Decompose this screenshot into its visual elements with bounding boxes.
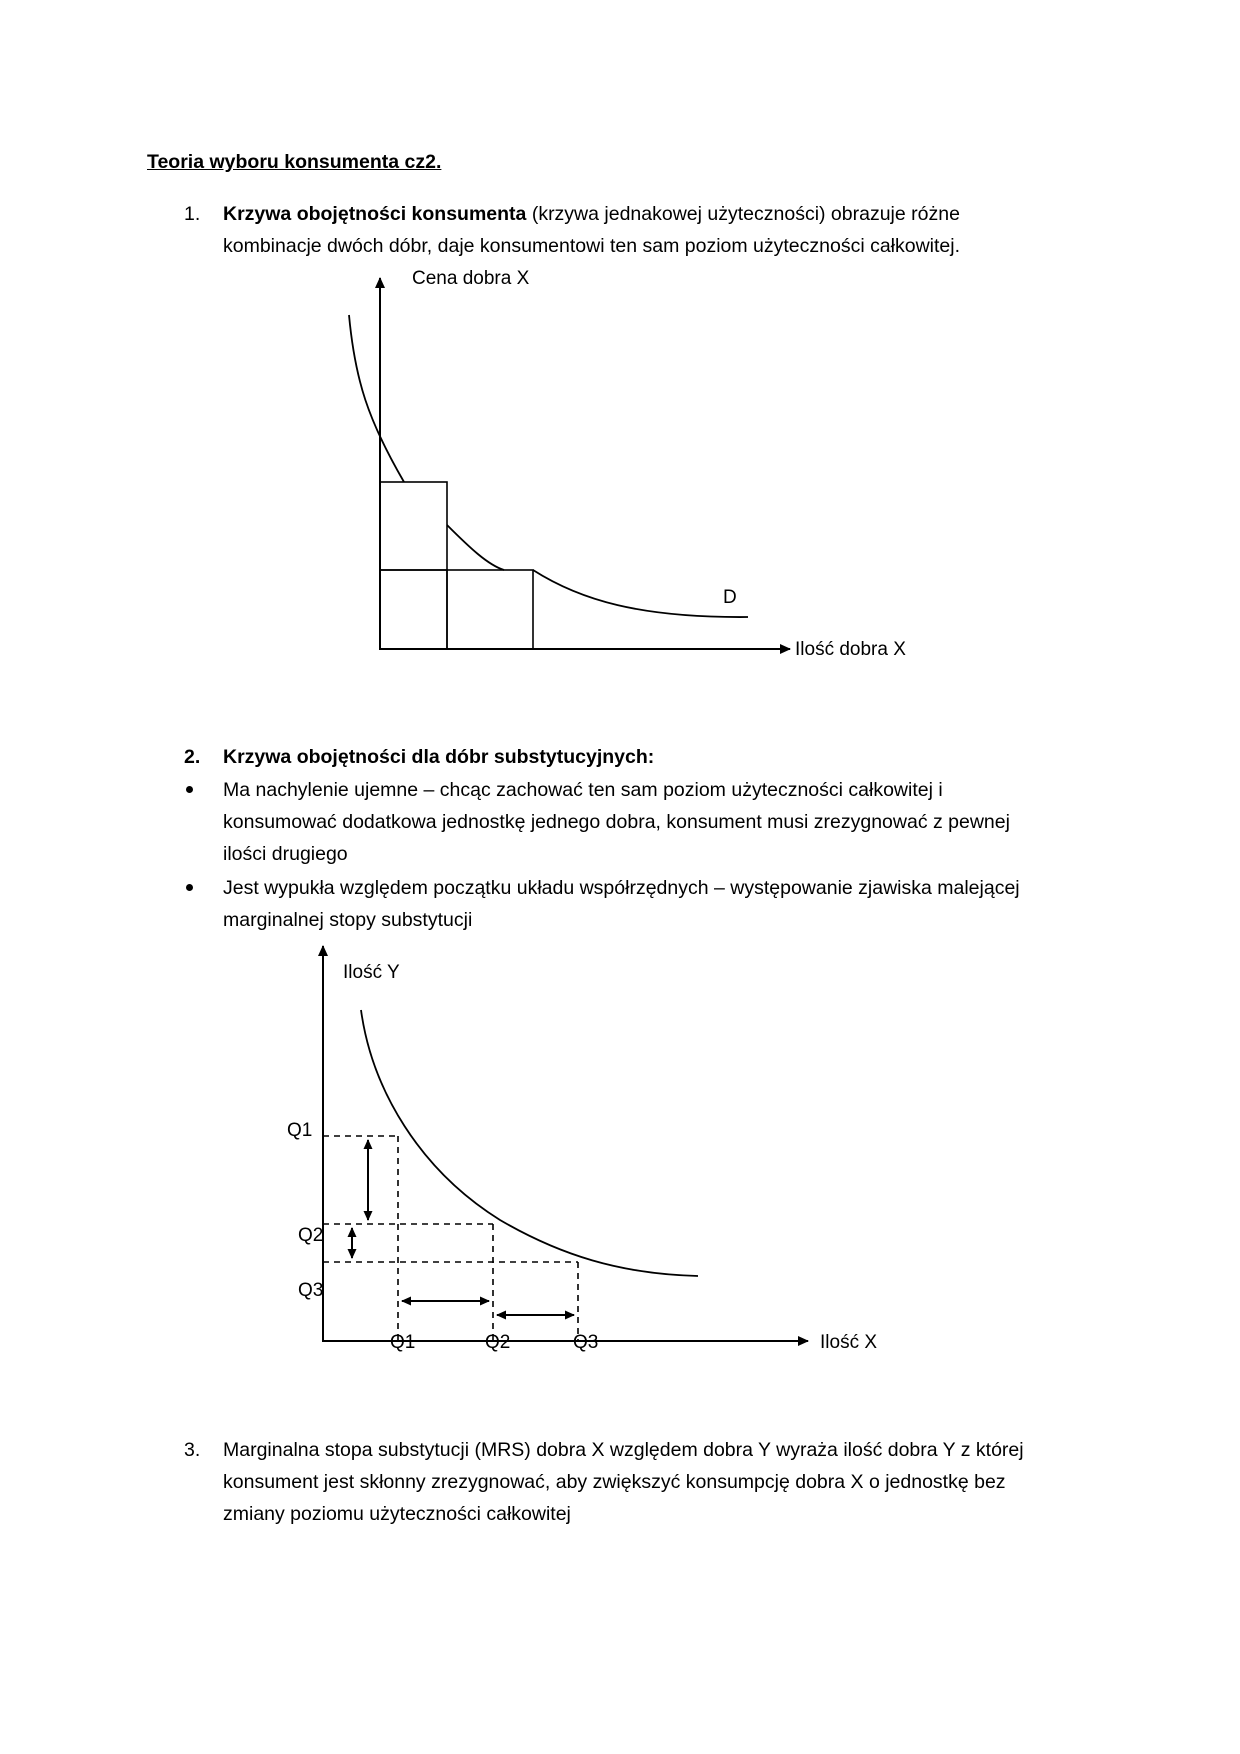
section-1-number: 1. [184,203,201,225]
section-1-line-2: kombinacje dwóch dóbr, daje konsumentowi ten sam poziom użyteczności całkowitej. [223,235,961,257]
chart-1-x-label: Ilość dobra X [795,639,906,660]
section-3-line-1: Marginalna stopa substytucji (MRS) dobra X względem dobra Y wyraża ilość dobra Y z której [223,1439,1024,1461]
bullet-2-line-2: marginalnej stopy substytucji [223,909,473,931]
section-1-line-1-rest: (krzywa jednakowej użyteczności) obrazuje różne [526,203,960,225]
chart-2-x-tick-q1: Q1 [390,1332,416,1353]
chart-2-y-label: Ilość Y [343,962,400,983]
chart-2-x-tick-q3: Q3 [573,1332,599,1353]
chart-1-y-label: Cena dobra X [412,268,530,289]
chart-2-y-tick-q3: Q3 [298,1280,324,1301]
section-3-line-2: konsument jest skłonny zrezygnować, aby zwiększyć konsumpcję dobra X o jednostkę bez [223,1471,1006,1493]
chart-2-y-tick-q1: Q1 [287,1120,313,1141]
chart-1-curve-label: D [723,587,737,608]
section-2-heading: Krzywa obojętności dla dóbr substytucyjnych: [223,746,655,768]
chart-2-indifference-curve [361,1010,698,1276]
chart-2-y-tick-q2: Q2 [298,1225,324,1246]
section-3-line-3: zmiany poziomu użyteczności całkowitej [223,1503,571,1525]
section-2-number: 2. [184,746,201,768]
section-1-bold: Krzywa obojętności konsumenta [223,203,527,225]
chart-2-x-tick-q2: Q2 [485,1332,511,1353]
section-3-number: 3. [184,1439,201,1461]
bullet-1-line-3: ilości drugiego [223,843,348,865]
bullet-1-line-2: konsumować dodatkowa jednostkę jednego dobra, konsument musi zrezygnować z pewnej [223,811,1010,833]
bullet-2-line-1: Jest wypukła względem początku układu współrzędnych – występowanie zjawiska malejącej [223,877,1020,899]
bullet-1-line-1: Ma nachylenie ujemne – chcąc zachować ten sam poziom użyteczności całkowitej i [223,779,943,801]
page-title: Teoria wyboru konsumenta cz2. [147,151,442,173]
chart-2-x-label: Ilość X [820,1332,878,1353]
